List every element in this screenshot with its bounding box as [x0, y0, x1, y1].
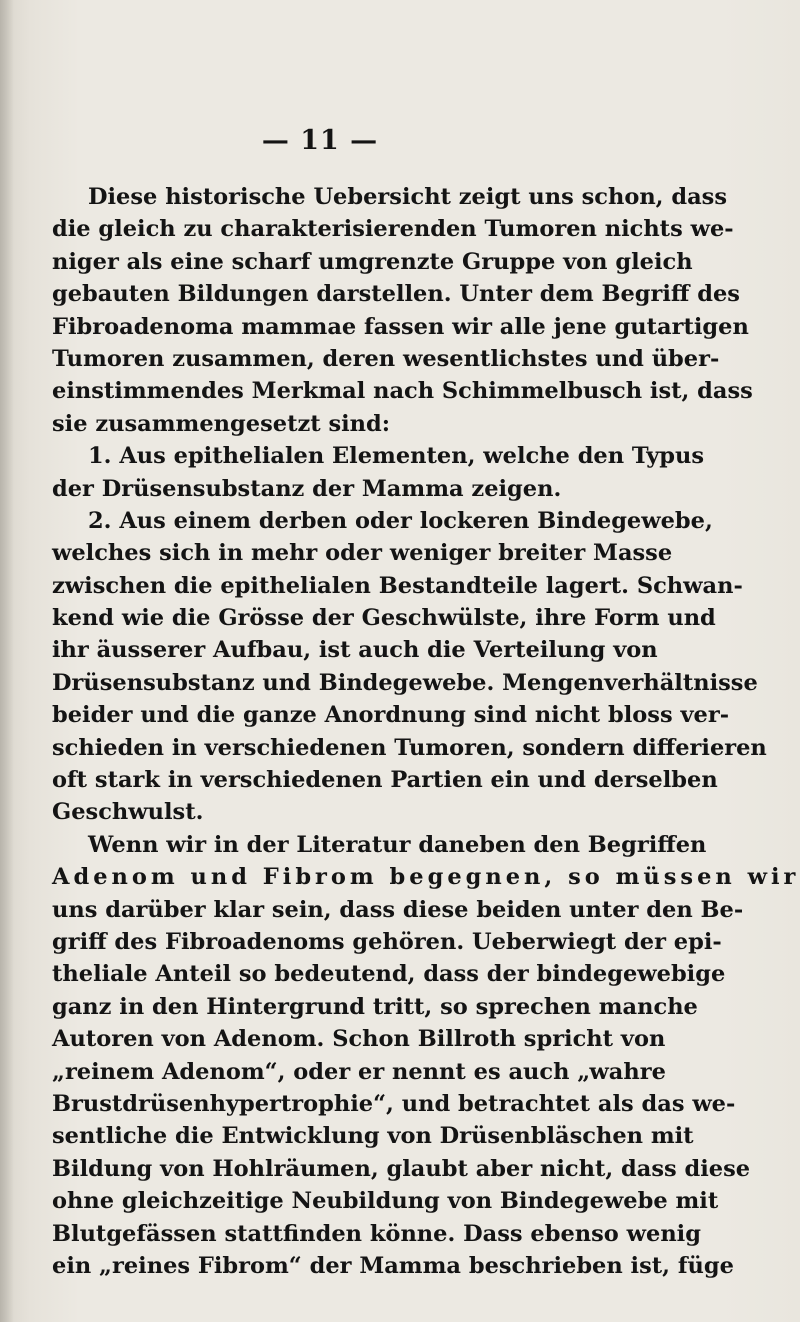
text-line: Adenom und Fibrom begegnen, so müssen wir — [52, 864, 800, 891]
text-line: oft stark in verschiedenen Partien ein und derselben — [52, 767, 718, 794]
text-line: ihr äusserer Aufbau, ist auch die Verteilung von — [52, 637, 658, 664]
text-line: Tumoren zusammen, deren wesentlichstes und über- — [52, 345, 720, 372]
text-line: Geschwulst. — [52, 799, 204, 826]
text-line: Blutgefässen stattfinden könne. Dass ebenso wenig — [52, 1220, 701, 1247]
text-line: kend wie die Grösse der Geschwülste, ihre Form und — [52, 605, 716, 632]
text-line: niger als eine scharf umgrenzte Gruppe von gleich — [52, 248, 693, 275]
text-line: der Drüsensubstanz der Mamma zeigen. — [52, 475, 562, 502]
text-line: theliale Anteil so bedeutend, dass der bindegewebige — [52, 961, 726, 988]
list-item: 2. Aus einem derben oder lockeren Bindegewebe, — [88, 507, 713, 534]
text-line: einstimmendes Merkmal nach Schimmelbusch ist, dass — [52, 378, 753, 405]
text-line: ohne gleichzeitige Neubildung von Bindegewebe mit — [52, 1188, 719, 1215]
text-line: welches sich in mehr oder weniger breiter Masse — [52, 540, 673, 567]
text-line: zwischen die epithelialen Bestandteile lagert. Schwan- — [52, 572, 743, 599]
text-line: Brustdrüsenhypertrophie“, und betrachtet als das we- — [52, 1090, 736, 1117]
text-line: „reinem Adenom“, oder er nennt es auch „wahre — [52, 1058, 666, 1085]
text-line: griff des Fibroadenoms gehören. Ueberwiegt der epi- — [52, 928, 722, 955]
text-line: ein „reines Fibrom“ der Mamma beschrieben ist, füge — [52, 1252, 734, 1279]
list-item: 1. Aus epithelialen Elementen, welche den Typus — [88, 443, 705, 470]
text-line: gebauten Bildungen darstellen. Unter dem Begriff des — [52, 281, 740, 308]
text-line: Drüsensubstanz und Bindegewebe. Mengenverhältnisse — [52, 669, 758, 696]
text-line: schieden in verschiedenen Tumoren, sondern differieren — [52, 734, 767, 761]
text-line: Autoren von Adenom. Schon Billroth spricht von — [52, 1026, 666, 1053]
body-text — [52, 181, 800, 1282]
page-number: — 11 — — [261, 125, 379, 156]
text-line: Wenn wir in der Literatur daneben den Begriffen — [88, 831, 707, 858]
text-line: uns darüber klar sein, dass diese beiden unter den Be- — [52, 896, 744, 923]
text-line: sentliche die Entwicklung von Drüsenbläschen mit — [52, 1123, 694, 1150]
text-line: Fibroadenoma mammae fassen wir alle jene gutartigen — [52, 313, 749, 340]
text-line: Bildung von Hohlräumen, glaubt aber nicht, dass diese — [52, 1155, 751, 1182]
binding-shadow — [0, 0, 14, 1322]
text-line: sie zusammengesetzt sind: — [52, 410, 391, 437]
text-line: Diese historische Uebersicht zeigt uns schon, dass — [88, 184, 727, 210]
text-line: ganz in den Hintergrund tritt, so sprechen manche — [52, 993, 698, 1020]
text-line: beider und die ganze Anordnung sind nicht bloss ver- — [52, 702, 730, 729]
text-line: die gleich zu charakterisierenden Tumoren nichts we- — [52, 216, 734, 243]
